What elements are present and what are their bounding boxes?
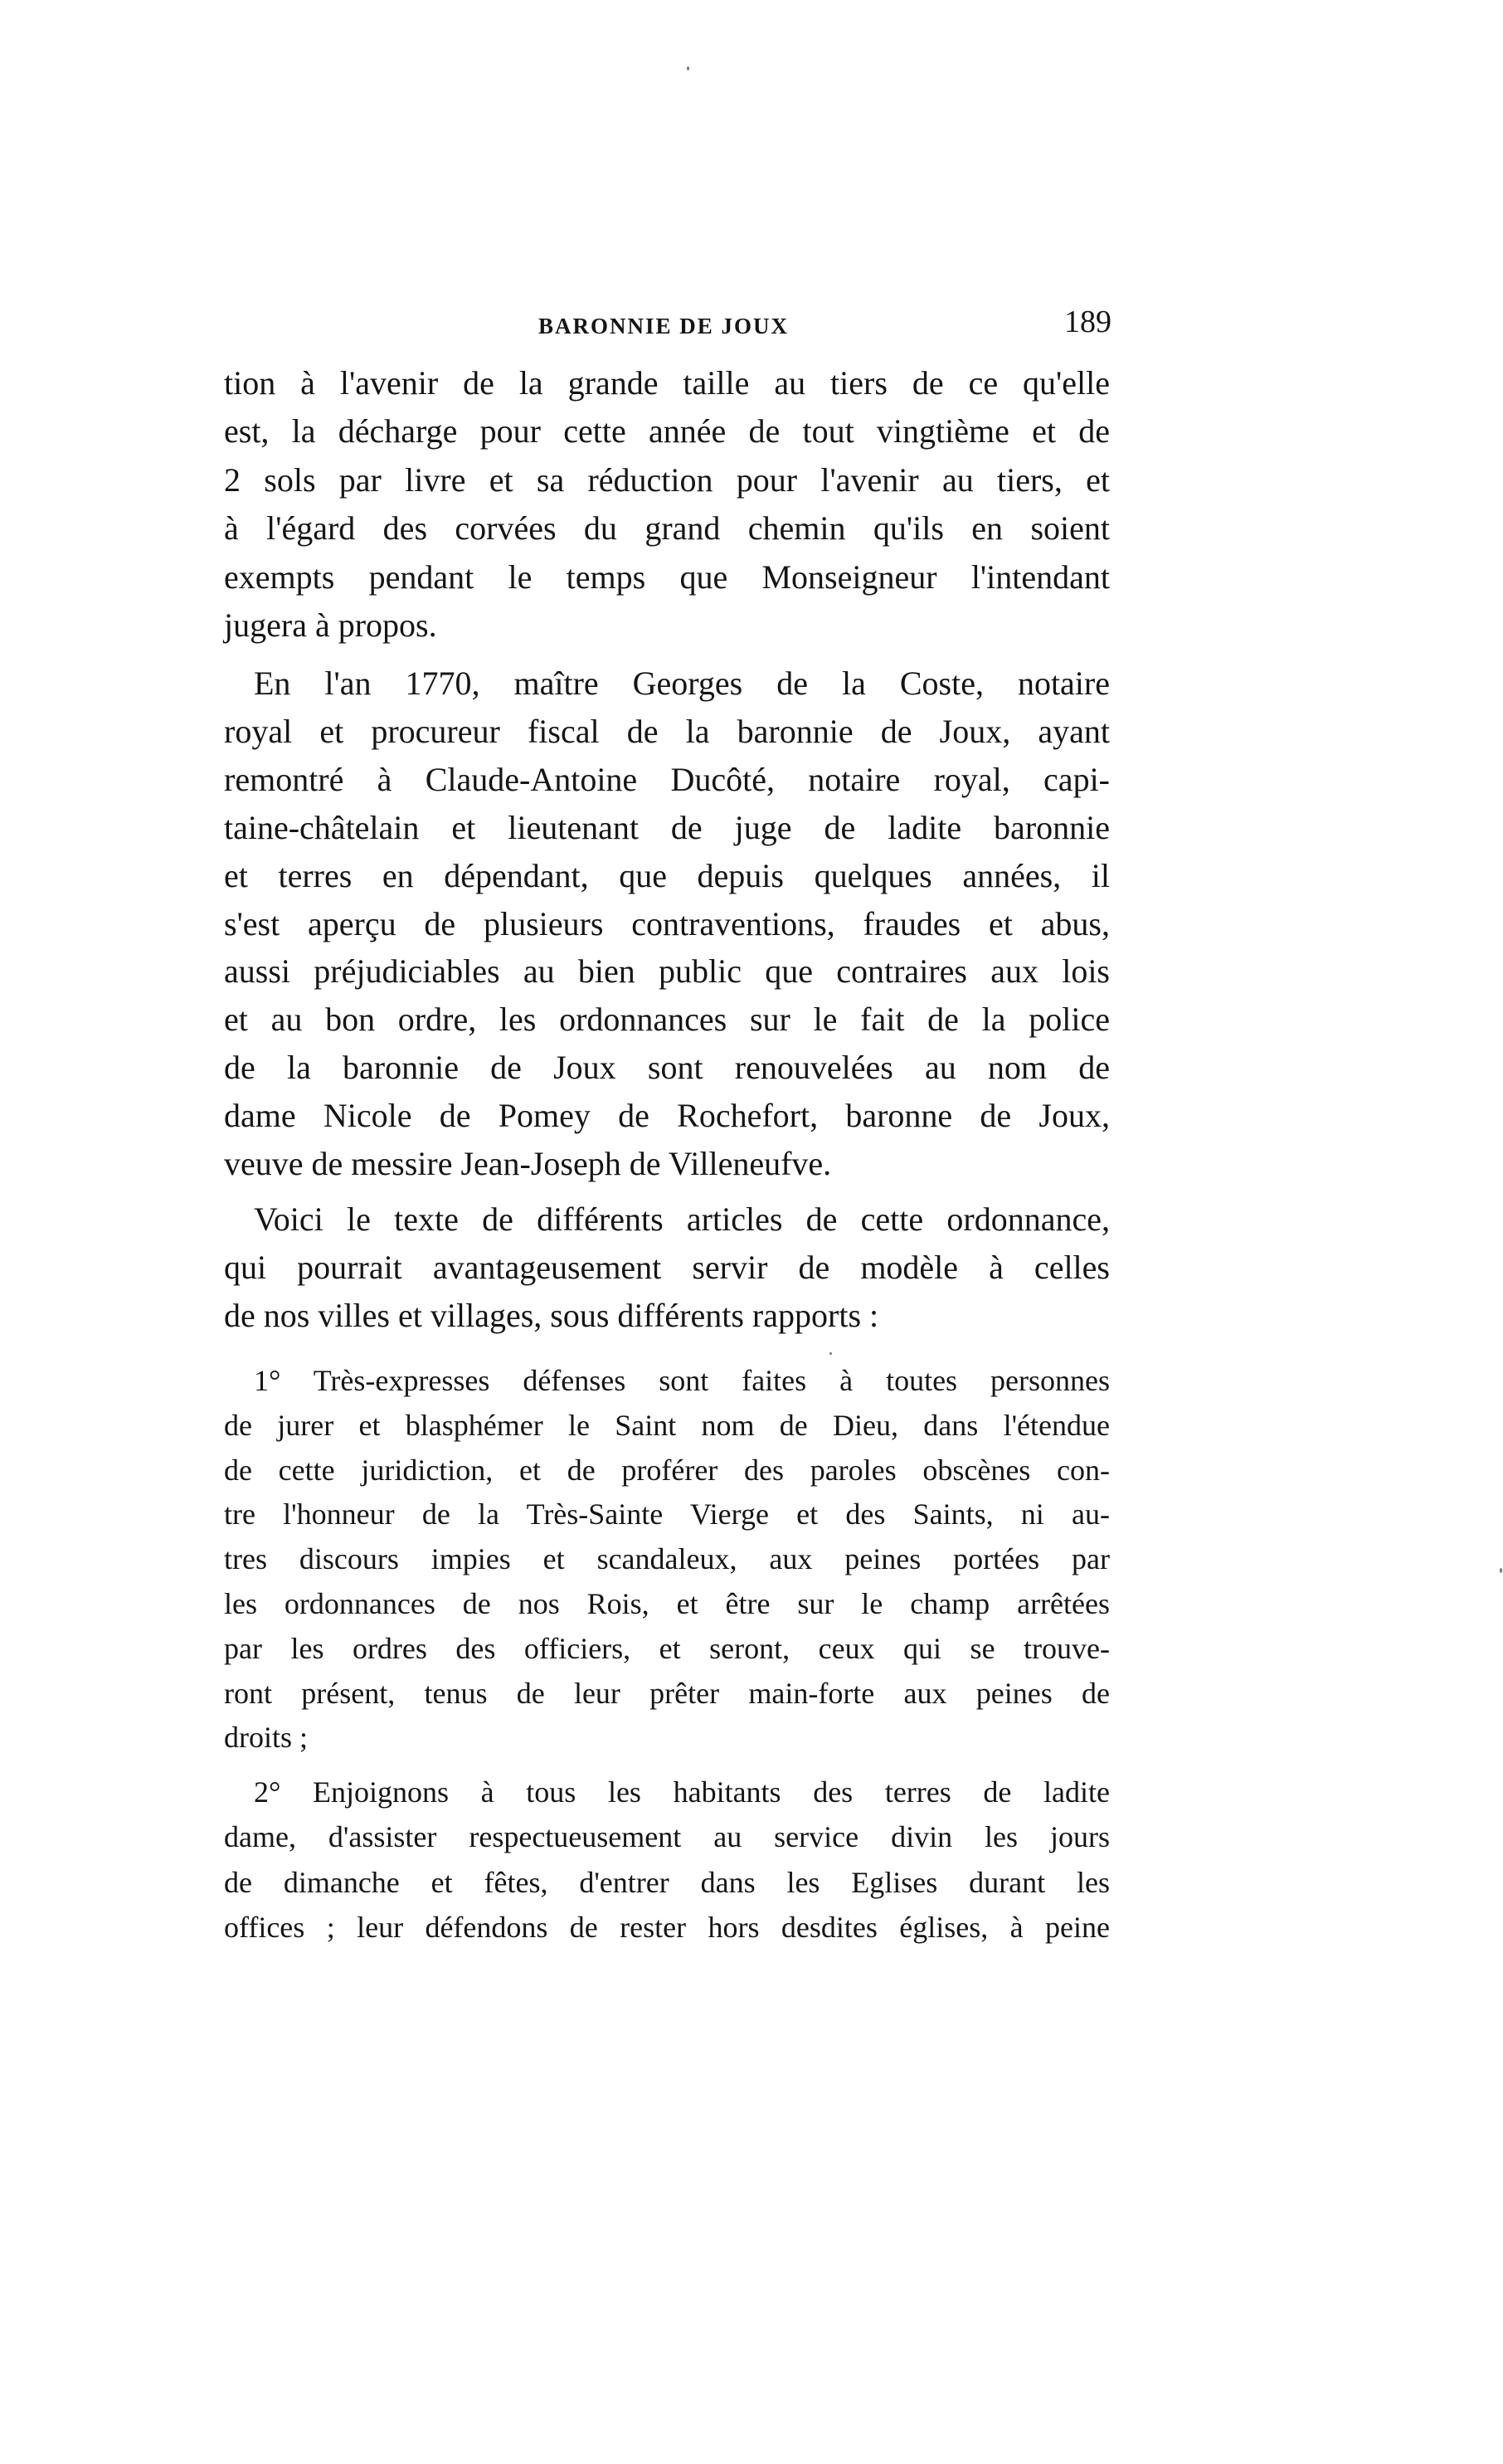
running-title: BARONNIE DE JOUX [537, 314, 790, 338]
ink-speck [829, 1352, 832, 1355]
text-line: exempts pendant le temps que Monseigneur l'intendant [224, 558, 1110, 596]
text-line: 2 sols par livre et sa réduction pour l'avenir au tiers, et [224, 460, 1110, 499]
text-line: tre l'honneur de la Très-Sainte Vierge et des Saints, ni au- [224, 1497, 1110, 1531]
text-line: de dimanche et fêtes, d'entrer dans les Eglises durant les [224, 1865, 1110, 1899]
text-line: par les ordres des officiers, et seront, ceux qui se trouve- [224, 1631, 1110, 1665]
text-line: ront présent, tenus de leur prêter main-forte aux peines de [224, 1676, 1110, 1710]
text-line: les ordonnances de nos Rois, et être sur le champ arrêtées [224, 1587, 1110, 1620]
text-line: remontré à Claude-Antoine Ducôté, notaire royal, capi- [224, 760, 1110, 798]
text-line: à l'égard des corvées du grand chemin qu'ils en soient [224, 509, 1110, 548]
text-line: et au bon ordre, les ordonnances sur le fait de la police [224, 1001, 1110, 1039]
text-line: Voici le texte de différents articles de cette ordonnance, [254, 1200, 1110, 1238]
text-line: jugera à propos. [224, 606, 437, 644]
text-line: et terres en dépendant, que depuis quelques années, il [224, 856, 1110, 894]
text-line: de nos villes et villages, sous différents rapports : [224, 1297, 879, 1334]
text-line: tion à l'avenir de la grande taille au tiers de ce qu'elle [224, 364, 1110, 402]
text-line: tres discours impies et scandaleux, aux peines portées par [224, 1542, 1110, 1576]
text-line: dame Nicole de Pomey de Rochefort, baronne de Joux, [224, 1097, 1110, 1135]
text-line: taine-châtelain et lieutenant de juge de ladite baronnie [224, 808, 1110, 846]
text-line: 2° Enjoignons à tous les habitants des terres de ladite [254, 1775, 1110, 1809]
text-line: veuve de messire Jean-Joseph de Villeneufve. [224, 1145, 832, 1182]
text-line: royal et procureur fiscal de la baronnie de Joux, ayant [224, 712, 1110, 750]
text-line: est, la décharge pour cette année de tout vingtième et de [224, 412, 1110, 450]
text-line: s'est aperçu de plusieurs contraventions, fraudes et abus, [224, 904, 1110, 942]
text-line: En l'an 1770, maître Georges de la Coste, notaire [254, 665, 1110, 702]
ink-speck [1500, 1568, 1502, 1573]
text-line: offices ; leur défendons de rester hors desdites églises, à peine [224, 1910, 1110, 1944]
ink-speck [687, 66, 689, 71]
text-line: qui pourrait avantageusement servir de modèle à celles [224, 1249, 1110, 1286]
text-line: droits ; [224, 1721, 309, 1755]
text-line: dame, d'assister respectueusement au service divin les jours [224, 1820, 1110, 1854]
page-number: 189 [1064, 304, 1111, 339]
text-line: de cette juridiction, et de proférer des paroles obscènes con- [224, 1453, 1110, 1487]
text-line: de la baronnie de Joux sont renouvelées au nom de [224, 1049, 1110, 1087]
text-line: 1° Très-expresses défenses sont faites à toutes personnes [254, 1364, 1110, 1397]
text-line: de jurer et blasphémer le Saint nom de Dieu, dans l'étendue [224, 1408, 1110, 1442]
text-line: aussi préjudiciables au bien public que contraires aux lois [224, 952, 1110, 991]
